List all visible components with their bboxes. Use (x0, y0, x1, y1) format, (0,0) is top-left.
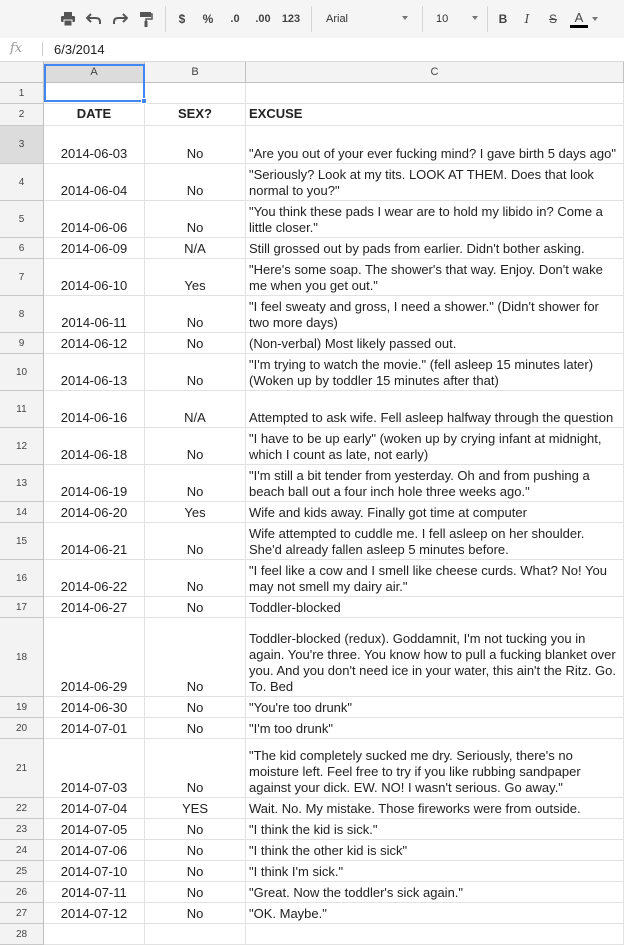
cell-sex[interactable] (145, 597, 246, 618)
cell-date[interactable] (44, 104, 145, 126)
cell-sex[interactable] (145, 560, 246, 597)
cell-text: No (186, 183, 204, 198)
cell-sex[interactable] (145, 83, 246, 104)
cell-sex[interactable] (145, 333, 246, 354)
formula-divider (42, 42, 43, 56)
cell-date[interactable] (44, 560, 145, 597)
cell-text: DATE (76, 106, 112, 121)
cell-sex[interactable] (145, 798, 246, 819)
cell-text: 2014-06-12 (60, 336, 128, 351)
cell-excuse[interactable] (246, 903, 624, 924)
row-header[interactable]: 9 (0, 333, 44, 354)
row-header[interactable]: 1 (0, 83, 44, 104)
cell-text: No (186, 780, 204, 795)
cell-excuse[interactable] (246, 104, 624, 126)
row-header[interactable]: 5 (0, 201, 44, 238)
cell-text: No (186, 220, 204, 235)
cell-text: No (186, 906, 204, 921)
cell-excuse[interactable] (246, 718, 624, 739)
row-header[interactable]: 15 (0, 523, 44, 560)
row-header[interactable]: 26 (0, 882, 44, 903)
cell-excuse[interactable] (246, 333, 624, 354)
cell-text: "I think the other kid is sick" (249, 843, 408, 858)
cell-excuse[interactable] (246, 840, 624, 861)
column-header-b[interactable]: B (145, 62, 246, 83)
cell-excuse[interactable] (246, 164, 624, 201)
row-header[interactable]: 27 (0, 903, 44, 924)
cell-text: Yes (184, 278, 206, 293)
cell-date[interactable] (44, 126, 145, 164)
cell-text: 2014-06-11 (61, 315, 127, 330)
cell-text: "I'm still a bit tender from yesterday. Oh and from pushing a beach ball out a four inch hole three weeks ago." (249, 468, 590, 499)
cell-excuse[interactable] (246, 861, 624, 882)
cell-sex[interactable] (145, 354, 246, 391)
cell-excuse[interactable] (246, 597, 624, 618)
italic-button[interactable]: I (524, 12, 530, 26)
percent-format-button[interactable]: % (202, 12, 214, 26)
cell-excuse[interactable] (246, 238, 624, 259)
cell-text: N/A (184, 241, 206, 256)
toolbar-divider (311, 6, 312, 32)
column-header-c[interactable]: C (246, 62, 624, 83)
cell-date[interactable] (44, 924, 145, 945)
row-header[interactable]: 13 (0, 465, 44, 502)
row-header[interactable]: 4 (0, 164, 44, 201)
cell-date[interactable] (44, 83, 145, 104)
cell-date[interactable] (44, 840, 145, 861)
cell-sex[interactable] (145, 104, 246, 126)
row-header[interactable]: 22 (0, 798, 44, 819)
cell-text: "You think these pads I wear are to hold my libido in? Come a little closer." (249, 204, 603, 235)
cell-text: Wife attempted to cuddle me. I fell asleep on her shoulder. She'd already fallen asleep 5 minutes before. (249, 526, 585, 557)
cell-text: 2014-06-09 (60, 241, 128, 256)
cell-text: "Here's some soap. The shower's that way. Enjoy. Don't wake me when you get out." (249, 262, 603, 293)
cell-date[interactable] (44, 428, 145, 465)
paint-format-icon[interactable] (136, 8, 156, 30)
cell-text: No (186, 843, 204, 858)
cell-sex[interactable] (145, 718, 246, 739)
cell-date[interactable] (44, 465, 145, 502)
text-color-button[interactable] (568, 8, 590, 30)
column-header-a[interactable]: A (44, 62, 145, 83)
chevron-down-icon (472, 16, 478, 20)
cell-date[interactable] (44, 718, 145, 739)
toolbar (0, 0, 624, 39)
select-all-corner[interactable] (0, 62, 44, 83)
cell-date[interactable] (44, 903, 145, 924)
cell-text: 2014-06-16 (60, 410, 128, 425)
cell-text: "Great. Now the toddler's sick again." (249, 885, 464, 900)
cell-sex[interactable] (145, 903, 246, 924)
cell-text: "Are you out of your ever fucking mind? I gave birth 5 days ago" (249, 146, 616, 161)
cell-date[interactable] (44, 391, 145, 428)
cell-sex[interactable] (145, 882, 246, 903)
cell-text: 2014-06-18 (60, 447, 128, 462)
cell-text: N/A (184, 410, 206, 425)
cell-excuse[interactable] (246, 739, 624, 798)
formula-bar (0, 38, 624, 62)
cell-text: Wait. No. My mistake. Those fireworks were from outside. (249, 801, 581, 816)
cell-text: 2014-07-12 (60, 906, 128, 921)
row-header[interactable]: 18 (0, 618, 44, 697)
cell-sex[interactable] (145, 697, 246, 718)
cell-date[interactable] (44, 597, 145, 618)
cell-sex[interactable] (145, 428, 246, 465)
cell-excuse[interactable] (246, 882, 624, 903)
chevron-down-icon[interactable] (590, 8, 600, 30)
row-header[interactable]: 7 (0, 259, 44, 296)
cell-excuse[interactable] (246, 259, 624, 296)
cell-excuse[interactable] (246, 798, 624, 819)
cell-text: 2014-06-04 (60, 183, 128, 198)
undo-icon[interactable] (84, 8, 104, 30)
row-header[interactable]: 17 (0, 597, 44, 618)
row-header[interactable]: 14 (0, 502, 44, 523)
cell-excuse[interactable] (246, 391, 624, 428)
cell-sex[interactable] (145, 618, 246, 697)
cell-date[interactable] (44, 798, 145, 819)
cell-date[interactable] (44, 164, 145, 201)
cell-sex[interactable] (145, 502, 246, 523)
row-header[interactable]: 25 (0, 861, 44, 882)
cell-text: 2014-06-20 (60, 505, 128, 520)
row-header[interactable]: 24 (0, 840, 44, 861)
cell-text: No (186, 336, 204, 351)
font-size-select[interactable]: 10 (436, 8, 480, 30)
cell-date[interactable] (44, 739, 145, 798)
cell-text: No (186, 885, 204, 900)
cell-text: No (186, 373, 204, 388)
text-color-icon: A (574, 9, 584, 25)
cell-text: No (186, 679, 204, 694)
cell-excuse[interactable] (246, 924, 624, 945)
cell-date[interactable] (44, 354, 145, 391)
cell-text: Toddler-blocked (redux). Goddamnit, I'm not tucking you in again. You're three. You know how to pull a fucking blanket over you. And you don't need ice in your water, this ain't the Ritz. Go. To. Bed (249, 631, 617, 694)
cell-text: No (186, 721, 204, 736)
cell-text: No (186, 447, 204, 462)
cell-text: No (186, 484, 204, 499)
row-header[interactable]: 11 (0, 391, 44, 428)
cell-sex[interactable] (145, 739, 246, 798)
chevron-down-icon (402, 16, 408, 20)
font-family-select[interactable]: Arial (326, 8, 410, 30)
cell-sex[interactable] (145, 840, 246, 861)
cell-text: "I think the kid is sick." (249, 822, 378, 837)
toolbar-divider (165, 6, 166, 32)
cell-date[interactable] (44, 618, 145, 697)
fx-icon: fx (10, 41, 23, 56)
cell-text: Toddler-blocked (249, 600, 341, 615)
cell-text: "I feel like a cow and I smell like cheese curds. What? No! You may not smell my dairy air." (249, 563, 607, 594)
row-header[interactable]: 28 (0, 924, 44, 945)
cell-text: "I'm too drunk" (249, 721, 333, 736)
cell-text: 2014-07-05 (60, 822, 128, 837)
cell-text: SEX? (178, 106, 212, 121)
cell-text: 2014-06-13 (60, 373, 128, 388)
cell-sex[interactable] (145, 259, 246, 296)
cell-excuse[interactable] (246, 83, 624, 104)
cell-date[interactable] (44, 502, 145, 523)
row-header[interactable]: 2 (0, 104, 44, 126)
cell-sex[interactable] (145, 924, 246, 945)
cell-excuse[interactable] (246, 618, 624, 697)
row-header[interactable]: 10 (0, 354, 44, 391)
bold-button[interactable]: B (498, 12, 508, 26)
cell-sex[interactable] (145, 296, 246, 333)
cell-text: 2014-07-10 (60, 864, 128, 879)
cell-text: "I have to be up early" (woken up by crying infant at midnight, which I count as late, not early) (249, 431, 602, 462)
cell-sex[interactable] (145, 523, 246, 560)
cell-text: "OK. Maybe." (249, 906, 327, 921)
cell-text: Attempted to ask wife. Fell asleep halfway through the question (249, 410, 614, 425)
row-header[interactable]: 8 (0, 296, 44, 333)
decrease-decimal-button[interactable]: .0 (230, 13, 240, 25)
print-icon[interactable] (58, 8, 78, 30)
row-header[interactable]: 20 (0, 718, 44, 739)
cell-excuse[interactable] (246, 354, 624, 391)
cell-text: "I think I'm sick." (249, 864, 344, 879)
cell-excuse[interactable] (246, 502, 624, 523)
cell-date[interactable] (44, 523, 145, 560)
more-formats-button[interactable]: 123 (281, 13, 301, 25)
increase-decimal-button[interactable]: .00 (255, 13, 271, 25)
cell-text: No (186, 700, 204, 715)
redo-icon[interactable] (110, 8, 130, 30)
cell-text: 2014-07-03 (60, 780, 128, 795)
cell-text: No (186, 600, 204, 615)
cell-text: 2014-06-10 (60, 278, 128, 293)
cell-excuse[interactable] (246, 126, 624, 164)
row-header[interactable]: 23 (0, 819, 44, 840)
cell-excuse[interactable] (246, 697, 624, 718)
cell-text: 2014-06-06 (60, 220, 128, 235)
cell-sex[interactable] (145, 465, 246, 502)
toolbar-divider (487, 6, 488, 32)
cell-text: 2014-07-11 (61, 885, 127, 900)
cell-date[interactable] (44, 238, 145, 259)
cell-text: "I feel sweaty and gross, I need a shower." (Didn't shower for two more days) (249, 299, 599, 330)
cell-sex[interactable] (145, 126, 246, 164)
cell-text: EXCUSE (249, 106, 303, 121)
row-header[interactable]: 3 (0, 126, 44, 164)
cell-text: "I'm trying to watch the movie." (fell asleep 15 minutes later) (Woken up by toddler 15 minutes after that) (249, 357, 594, 388)
cell-excuse[interactable] (246, 296, 624, 333)
text-color-swatch (570, 25, 588, 28)
cell-text: No (186, 315, 204, 330)
cell-excuse[interactable] (246, 465, 624, 502)
cell-text: 2014-06-03 (60, 146, 128, 161)
cell-text: "Seriously? Look at my tits. LOOK AT THEM. Does that look normal to you?" (249, 167, 594, 198)
cell-text: No (186, 542, 204, 557)
cell-sex[interactable] (145, 238, 246, 259)
cell-text: YES (181, 801, 208, 816)
fill-handle[interactable] (141, 98, 147, 104)
cell-date[interactable] (44, 333, 145, 354)
cell-text: No (186, 146, 204, 161)
row-header[interactable]: 12 (0, 428, 44, 465)
row-header[interactable]: 19 (0, 697, 44, 718)
cell-date[interactable] (44, 819, 145, 840)
cell-text: Yes (184, 505, 206, 520)
cell-date[interactable] (44, 861, 145, 882)
cell-excuse[interactable] (246, 560, 624, 597)
cell-text: 2014-07-06 (60, 843, 128, 858)
cell-sex[interactable] (145, 201, 246, 238)
cell-text: "The kid completely sucked me dry. Seriously, there's no moisture left. Feel free to try if you like rubbing sandpaper against your dick. EW. NO! I wasn't serious. Go away." (249, 748, 581, 795)
cell-date[interactable] (44, 259, 145, 296)
cell-text: 2014-07-01 (60, 721, 128, 736)
cell-sex[interactable] (145, 861, 246, 882)
cell-text: 2014-06-30 (60, 700, 128, 715)
cell-text: (Non-verbal) Most likely passed out. (249, 336, 457, 351)
cell-text: No (186, 579, 204, 594)
strikethrough-button[interactable]: S (548, 12, 557, 26)
cell-text: 2014-06-29 (60, 679, 128, 694)
formula-input[interactable]: 6/3/2014 (54, 42, 105, 57)
cell-excuse[interactable] (246, 428, 624, 465)
cell-date[interactable] (44, 296, 145, 333)
cell-text: Wife and kids away. Finally got time at computer (249, 505, 527, 520)
row-header[interactable]: 21 (0, 739, 44, 798)
cell-text: 2014-06-19 (60, 484, 128, 499)
cell-text: 2014-06-22 (60, 579, 128, 594)
cell-sex[interactable] (145, 164, 246, 201)
toolbar-divider (422, 6, 423, 32)
cell-excuse[interactable] (246, 523, 624, 560)
cell-sex[interactable] (145, 391, 246, 428)
cell-text: Still grossed out by pads from earlier. Didn't bother asking. (249, 241, 585, 256)
cell-text: 2014-07-04 (60, 801, 128, 816)
cell-text: No (186, 822, 204, 837)
cell-excuse[interactable] (246, 819, 624, 840)
row-header[interactable]: 16 (0, 560, 44, 597)
cell-text: "You're too drunk" (249, 700, 353, 715)
currency-format-button[interactable]: $ (178, 12, 186, 26)
row-header[interactable]: 6 (0, 238, 44, 259)
cell-date[interactable] (44, 697, 145, 718)
cell-sex[interactable] (145, 819, 246, 840)
cell-text: No (186, 864, 204, 879)
cell-text: 2014-06-27 (60, 600, 128, 615)
cell-excuse[interactable] (246, 201, 624, 238)
cell-date[interactable] (44, 882, 145, 903)
cell-date[interactable] (44, 201, 145, 238)
cell-text: 2014-06-21 (60, 542, 128, 557)
